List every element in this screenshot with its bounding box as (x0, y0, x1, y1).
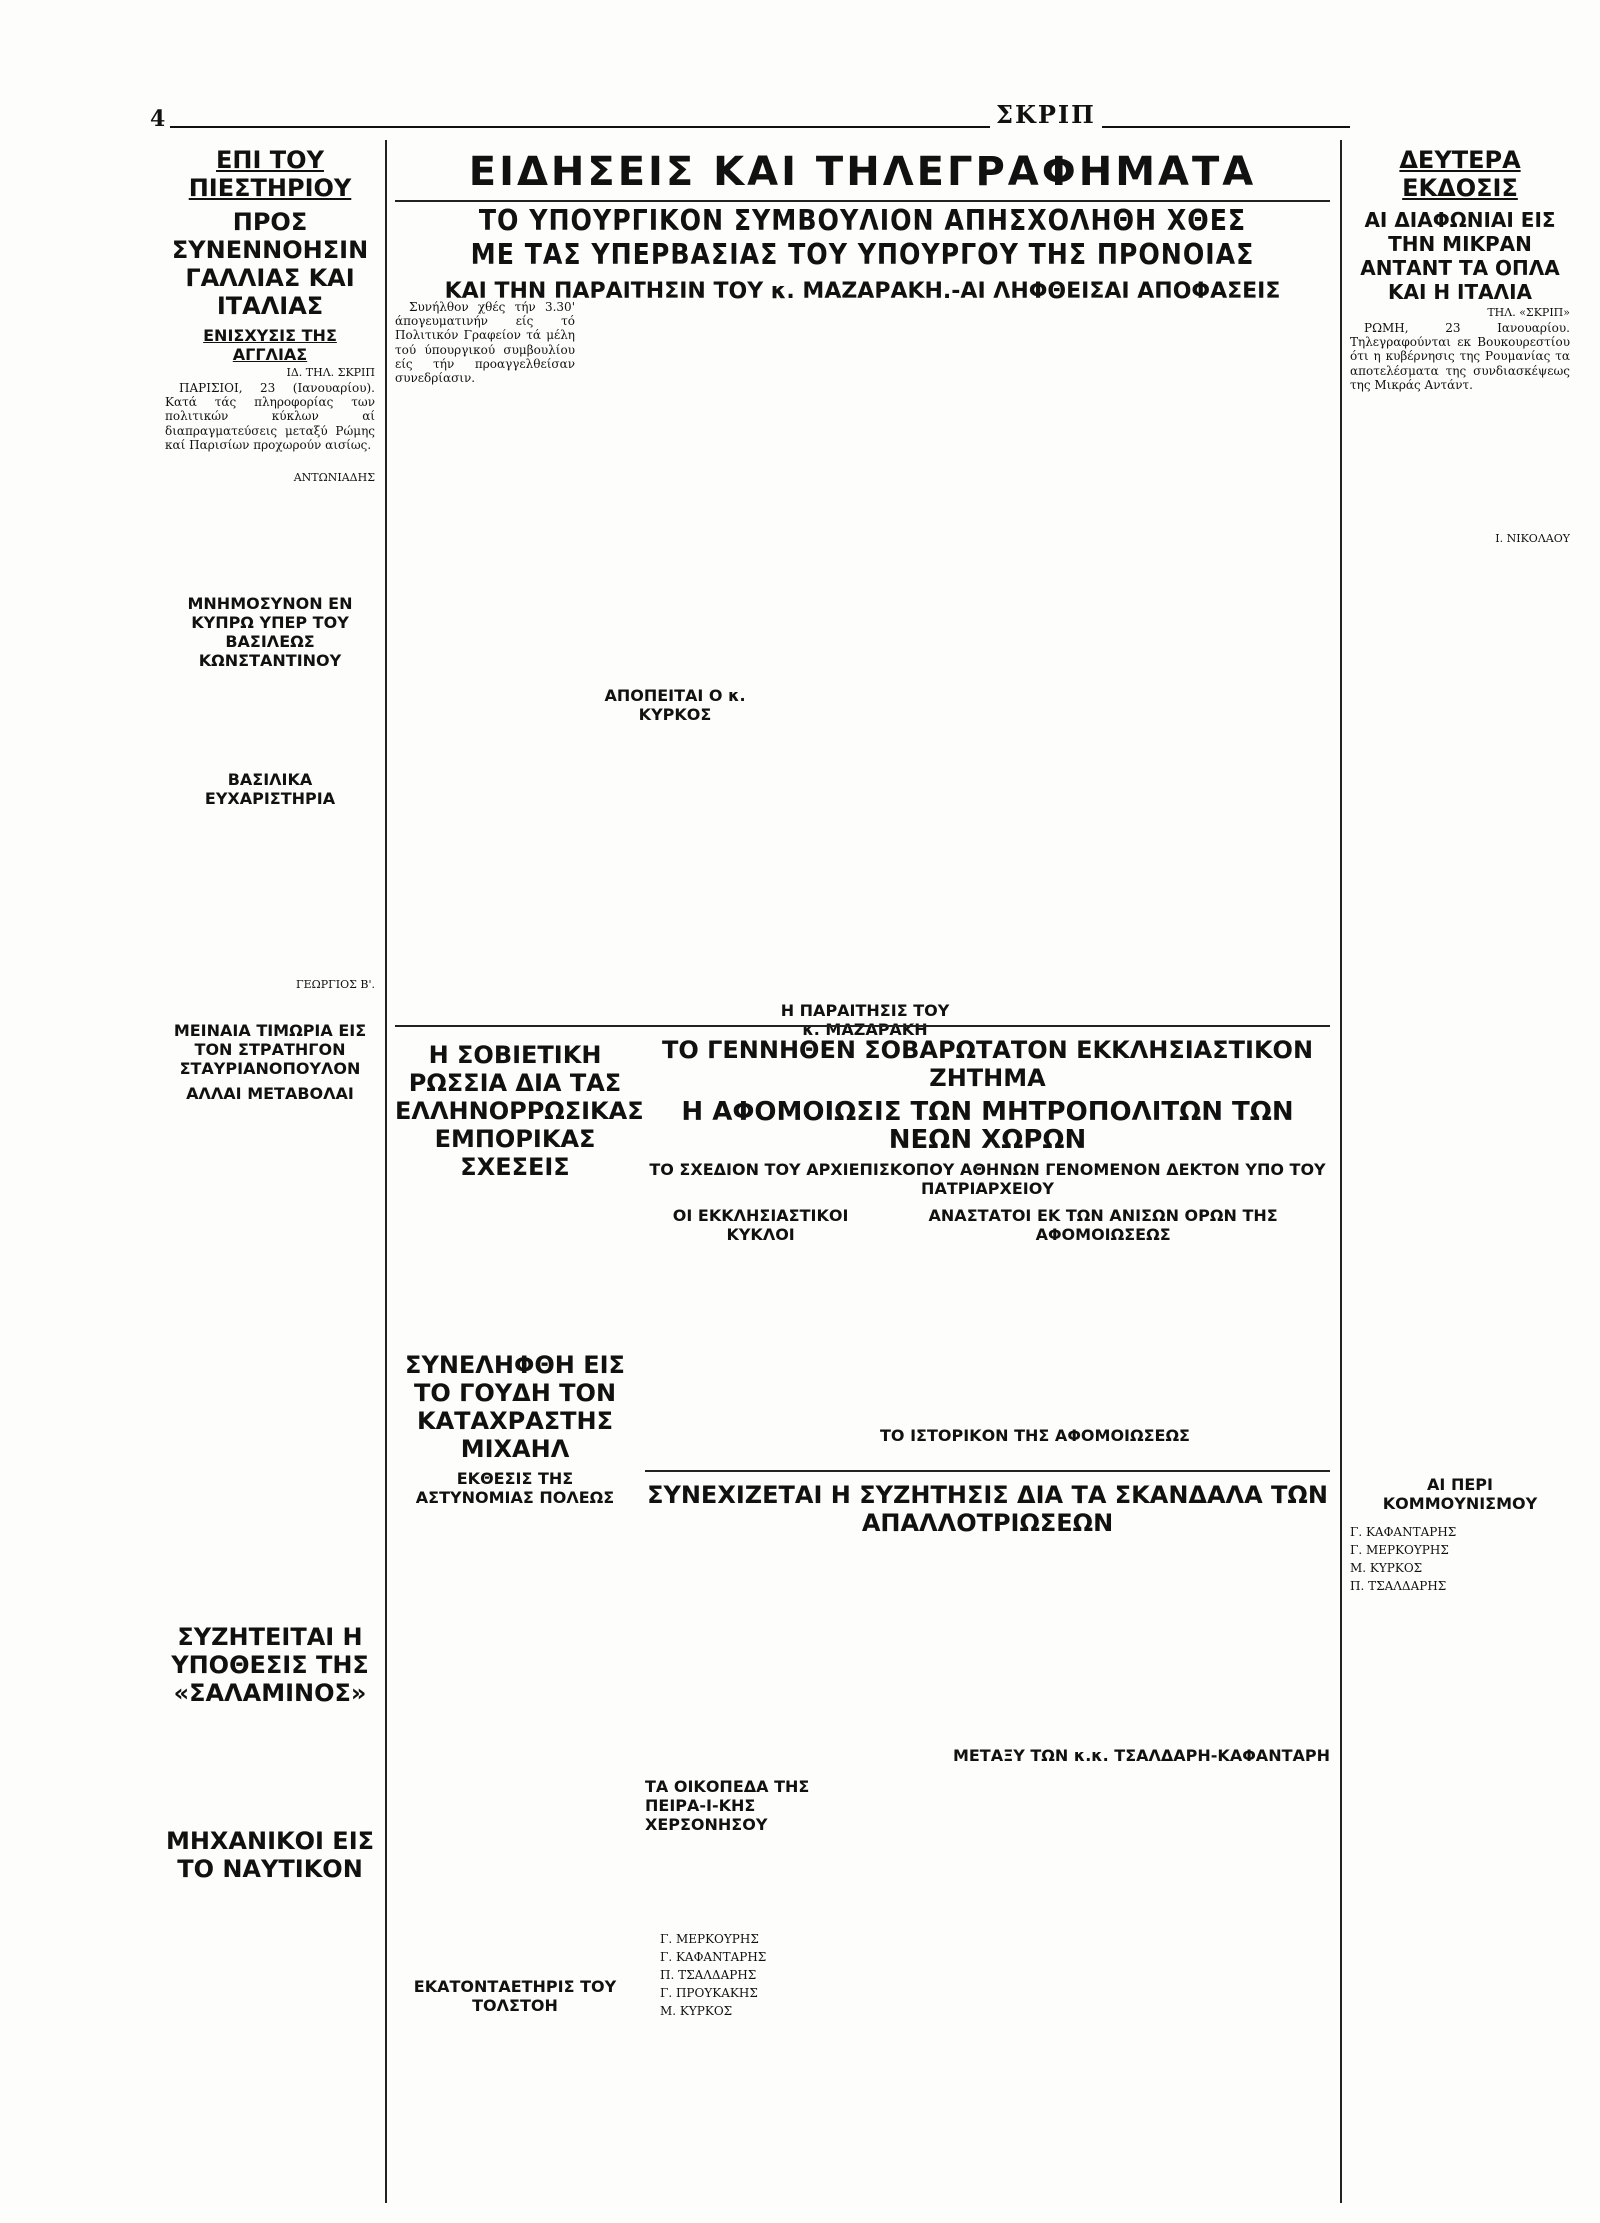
right-lead: ΡΩΜΗ, 23 Ιανουαρίου. Τηλεγραφούνται εκ Βουκουρεστίου ότι η κυβέρνησις της Ρουμανίας τα αποτελέσματα της συνδιασκέψεως της Μικράς Αντάντ. (1350, 321, 1570, 392)
right-signoff: Ι. ΝΙΚΟΛΑΟΥ (1495, 532, 1570, 546)
page-number: 4 (150, 106, 166, 132)
church-block (645, 1030, 1330, 1447)
column-rule (385, 140, 387, 2203)
left-signoff-2: ΓΕΩΡΓΙΟΣ Β'. (295, 978, 375, 992)
main-lead: Συνήλθον χθές τήν 3.30' άπογευματινήν είς τό Πολιτικόν Γραφείον τά μέλη τού ύπουργικού συμβουλίου είς τήν προαγγελθείσαν συνεδρίασιν. (395, 300, 575, 386)
speaker-names (660, 1930, 870, 2020)
right-byline: ΤΗΛ. «ΣΚΡΙΠ» (1487, 306, 1570, 319)
speaker-name: Γ. ΜΕΡΚΟΥΡΗΣ (1350, 1543, 1449, 1558)
speaker-name: Γ. ΚΑΦΑΝΤΑΡΗΣ (660, 1950, 767, 1964)
right-names (1350, 1523, 1570, 1595)
main-headline-1: ΤΟ ΥΠΟΥΡΓΙΚΟΝ ΣΥΜΒΟΥΛΙΟΝ ΑΠΗΣΧΟΛΗΘΗ ΧΘΕΣ (478, 204, 1247, 237)
scandal-headline: ΣΥΝΕΧΙΖΕΤΑΙ Η ΣΥΖΗΤΗΣΙΣ ΔΙΑ ΤΑ ΣΚΑΝΔΑΛΑ ΤΩΝ ΑΠΑΛΛΟΤΡΙΩΣΕΩΝ (647, 1481, 1328, 1537)
soviet-block (395, 1035, 644, 2017)
column-rule (1340, 140, 1342, 2203)
scandal-subhead-2: ΜΕΤΑΞΥ ΤΩΝ κ.κ. ΤΣΑΛΔΑΡΗ-ΚΑΦΑΝΤΑΡΗ (952, 1746, 1330, 1765)
sub-heading-kyrkos: ΑΠΟΠΕΙΤΑΙ Ο κ. ΚΥΡΚΟΣ (604, 686, 746, 724)
speaker-name: Γ. ΚΑΦΑΝΤΑΡΗΣ (1350, 1525, 1457, 1540)
center-banner-block (395, 148, 1330, 308)
scandal-block (645, 1475, 1330, 1834)
section-banner: ΕΙΔΗΣΕΙΣ ΚΑΙ ΤΗΛΕΓΡΑΦΗΜΑΤΑ (468, 149, 1257, 195)
left-column (165, 140, 375, 2203)
soviet-headline: Η ΣΟΒΙΕΤΙΚΗ ΡΩΣΣΙΑ ΔΙΑ ΤΑΣ ΕΛΛΗΝΟΡΡΩΣΙΚΑΣ ΕΜΠΟΡΙΚΑΣ ΣΧΕΣΕΙΣ (395, 1041, 644, 1181)
center-col-2 (585, 680, 765, 726)
masthead-rule (170, 126, 1350, 128)
history-subhead: ΤΟ ΙΣΤΟΡΙΚΟΝ ΤΗΣ ΑΦΟΜΟΙΩΣΕΩΣ (880, 1426, 1190, 1445)
banner-rule (395, 200, 1330, 202)
arrest-headline: ΣΥΝΕΛΗΦΘΗ ΕΙΣ ΤΟ ΓΟΥΔΗ ΤΟΝ ΚΑΤΑΧΡΑΣΤΗΣ ΜΙΧΑΗΛ (405, 1351, 625, 1463)
left-heading-4b: ΑΛΛΑΙ ΜΕΤΑΒΟΛΑΙ (186, 1084, 354, 1104)
left-heading-3: ΒΑΣΙΛΙΚΑ ΕΥΧΑΡΙΣΤΗΡΙΑ (204, 770, 336, 809)
right-heading-2: ΑΙ ΠΕΡΙ ΚΟΜΜΟΥΝΙΣΜΟΥ (1382, 1475, 1538, 1514)
church-headline: ΤΟ ΓΕΝΝΗΘΕΝ ΣΟΒΑΡΩΤΑΤΟΝ ΕΚΚΛΗΣΙΑΣΤΙΚΟΝ ΖΗΤΗΜΑ (661, 1036, 1314, 1092)
church-headline-2: Η ΑΦΟΜΟΙΩΣΙΣ ΤΩΝ ΜΗΤΡΟΠΟΛΙΤΩΝ ΤΩΝ ΝΕΩΝ ΧΩΡΩΝ (681, 1097, 1294, 1155)
speaker-name: Γ. ΠΡΟΥΚΑΚΗΣ (660, 1986, 758, 2000)
scandal-divider (645, 1470, 1330, 1472)
church-subhead-right: ΑΝΑΣΤΑΤΟΙ ΕΚ ΤΩΝ ΑΝΙΣΩΝ ΟΡΩΝ ΤΗΣ ΑΦΟΜΟΙΩΣΕΩΣ (928, 1206, 1278, 1244)
right-kicker: ΔΕΥΤΕΡΑ ΕΚΔΟΣΙΣ (1399, 146, 1521, 202)
main-headline-3: ΚΑΙ ΤΗΝ ΠΑΡΑΙΤΗΣΙΝ ΤΟΥ κ. ΜΑΖΑΡΑΚΗ.-ΑΙ ΛΗΦΘΕΙΣΑΙ ΑΠΟΦΑΣΕΙΣ (444, 279, 1281, 304)
speaker-name: Π. ΤΣΑΛΔΑΡΗΣ (660, 1968, 757, 1982)
speaker-name: Π. ΤΣΑΛΔΑΡΗΣ (1350, 1579, 1447, 1594)
left-byline: ΙΔ. ΤΗΛ. ΣΚΡΙΠ (286, 366, 375, 379)
speaker-name: Γ. ΜΕΡΚΟΥΡΗΣ (660, 1932, 759, 1946)
left-headline: ΠΡΟΣ ΣΥΝΕΝΝΟΗΣΙΝ ΓΑΛΛΙΑΣ ΚΑΙ ΙΤΑΛΙΑΣ (171, 208, 369, 320)
section-divider (395, 1025, 1330, 1027)
paper-name: ΣΚΡΙΠ (990, 100, 1102, 129)
arrest-subhead: ΕΚΘΕΣΙΣ ΤΗΣ ΑΣΤΥΝΟΜΙΑΣ ΠΟΛΕΩΣ (415, 1469, 615, 1507)
left-heading-5: ΣΥΖΗΤΕΙΤΑΙ Η ΥΠΟΘΕΣΙΣ ΤΗΣ «ΣΑΛΑΜΙΝΟΣ» (171, 1623, 369, 1708)
tolstoy-headline: ΕΚΑΤΟΝΤΑΕΤΗΡΙΣ ΤΟΥ ΤΟΛΣΤΟΗ (413, 1977, 617, 2015)
left-body-text (165, 455, 375, 469)
left-heading-4: ΜΕΙΝΑΙΑ ΤΙΜΩΡΙΑ ΕΙΣ ΤΟΝ ΣΤΡΑΤΗΓΟΝ ΣΤΑΥΡΙΑΝΟΠΟΥΛΟΝ (173, 1021, 367, 1079)
right-column (1350, 140, 1570, 2203)
church-subhead: ΤΟ ΣΧΕΔΙΟΝ ΤΟΥ ΑΡΧΙΕΠΙΣΚΟΠΟΥ ΑΘΗΝΩΝ ΓΕΝΟΜΕΝΟΝ ΔΕΚΤΟΝ ΥΠΟ ΤΟΥ ΠΑΤΡΙΑΡΧΕΙΟΥ (649, 1160, 1326, 1198)
left-heading-6: ΜΗΧΑΝΙΚΟΙ ΕΙΣ ΤΟ ΝΑΥΤΙΚΟΝ (165, 1827, 375, 1884)
sub-heading-mazarakis: Η ΠΑΡΑΙΤΗΣΙΣ ΤΟΥ κ. ΜΑΖΑΡΑΚΗ (780, 1001, 950, 1039)
speaker-name: Μ. ΚΥΡΚΟΣ (660, 2004, 733, 2018)
main-headline-2: ΜΕ ΤΑΣ ΥΠΕΡΒΑΣΙΑΣ ΤΟΥ ΥΠΟΥΡΓΟΥ ΤΗΣ ΠΡΟΝΟΙΑΣ (470, 238, 1255, 271)
left-kicker: ΕΠΙ ΤΟΥ ΠΙΕΣΤΗΡΙΟΥ (188, 146, 352, 202)
speaker-name: Μ. ΚΥΡΚΟΣ (1350, 1561, 1423, 1576)
church-subhead-left: ΟΙ ΕΚΚΛΗΣΙΑΣΤΙΚΟΙ ΚΥΚΛΟΙ (672, 1206, 849, 1244)
left-heading-2: ΜΝΗΜΟΣΥΝΟΝ ΕΝ ΚΥΠΡΩ ΥΠΕΡ ΤΟΥ ΒΑΣΙΛΕΩΣ ΚΩΝΣΤΑΝΤΙΝΟΥ (187, 594, 353, 671)
left-signoff: ΑΝΤΩΝΙΑΔΗΣ (293, 471, 375, 485)
center-col-1 (395, 300, 575, 388)
scandal-subhead: ΤΑ ΟΙΚΟΠΕΔΑ ΤΗΣ ΠΕΙΡΑ-Ι-ΚΗΣ ΧΕΡΣΟΝΗΣΟΥ (645, 1777, 810, 1834)
left-subhead: ΕΝΙΣΧΥΣΙΣ ΤΗΣ ΑΓΓΛΙΑΣ (203, 326, 337, 364)
left-lead: ΠΑΡΙΣΙΟΙ, 23 (Ιανουαρίου). Κατά τάς πληροφορίας των πολιτικών κύκλων αί διαπραγματεύσεις μεταξύ Ρώμης καί Παρισίων προχωρούν αισίως. (165, 381, 375, 452)
right-headline: ΑΙ ΔΙΑΦΩΝΙΑΙ ΕΙΣ ΤΗΝ ΜΙΚΡΑΝ ΑΝΤΑΝΤ ΤΑ ΟΠΛΑ ΚΑΙ Η ΙΤΑΛΙΑ (1360, 208, 1560, 304)
